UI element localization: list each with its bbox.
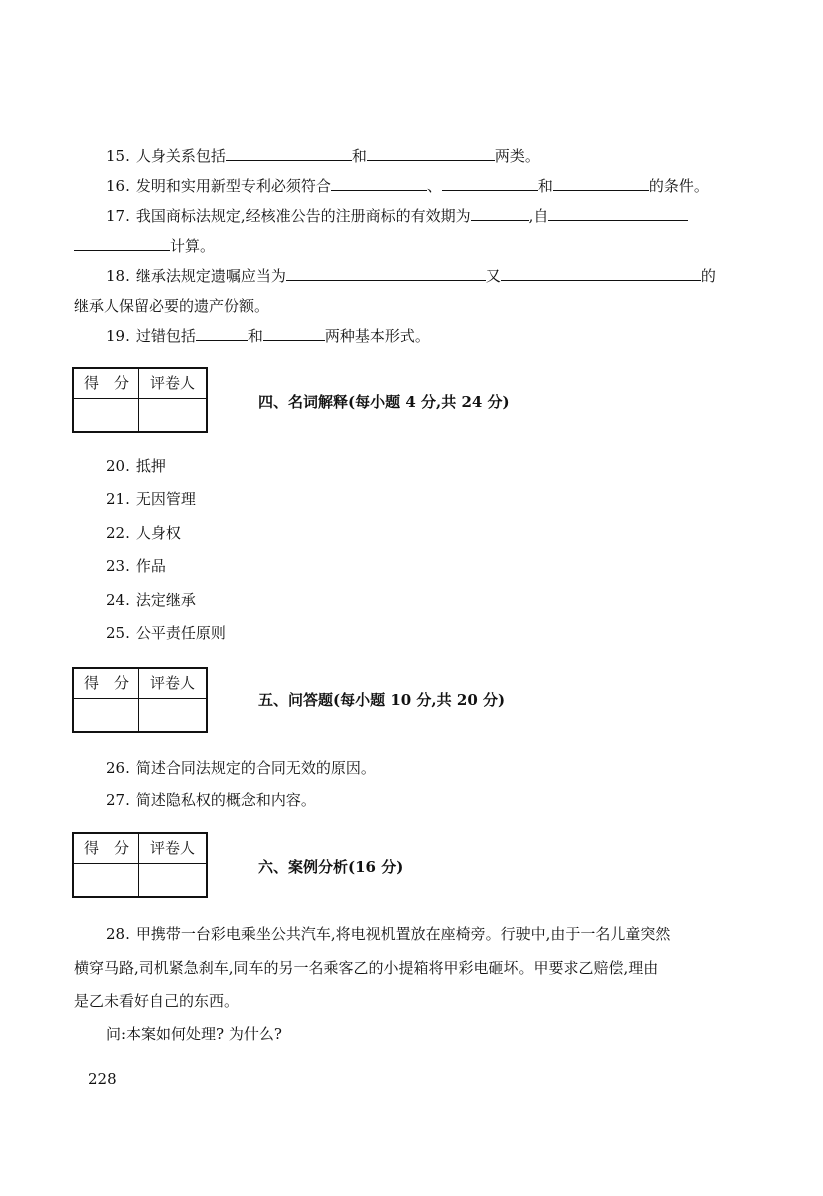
question-number: 26. — [106, 759, 130, 777]
term-text: 无因管理 — [135, 490, 196, 508]
case-text: 甲携带一台彩电乘坐公共汽车,将电视机置放在座椅旁。行驶中,由于一名儿童突然 — [135, 925, 671, 943]
score-box — [72, 667, 208, 733]
reviewer-label: 评卷人 — [150, 674, 196, 692]
answer-blank[interactable] — [226, 146, 352, 161]
question-number: 22. — [106, 524, 130, 542]
question-18-continued — [74, 296, 269, 316]
section-title — [258, 857, 403, 877]
list-item — [106, 523, 181, 543]
case-text: 横穿马路,司机紧急刹车,同车的另一名乘客乙的小提箱将甲彩电砸坏。甲要求乙赔偿,理由 — [74, 959, 659, 977]
question-text: 发明和实用新型专利必须符合 — [135, 177, 331, 195]
section-note: (16 分) — [348, 858, 404, 876]
answer-blank[interactable] — [548, 206, 688, 221]
case-text: 是乙未看好自己的东西。 — [74, 992, 240, 1010]
question-text: 、 — [426, 177, 442, 195]
score-label: 得 分 — [84, 839, 130, 857]
question-15 — [106, 146, 540, 166]
term-text: 抵押 — [135, 457, 166, 475]
list-item — [106, 758, 376, 778]
answer-blank[interactable] — [331, 176, 427, 191]
section-note: (每小题 10 分,共 20 分) — [333, 691, 506, 709]
question-text: 继承人保留必要的遗产份额。 — [74, 297, 270, 315]
question-text: 和 — [537, 177, 553, 195]
score-label: 得 分 — [84, 674, 130, 692]
question-text: 两类。 — [494, 147, 540, 165]
page-number: 228 — [88, 1070, 117, 1088]
question-19 — [106, 326, 430, 346]
reviewer-label: 评卷人 — [150, 839, 196, 857]
term-text: 人身权 — [135, 524, 181, 542]
section-heading: 四、名词解释 — [258, 393, 349, 411]
question-text: 两种基本形式。 — [324, 327, 430, 345]
question-text: 人身关系包括 — [135, 147, 226, 165]
question-number: 17. — [106, 207, 130, 225]
answer-blank[interactable] — [471, 206, 529, 221]
term-text: 公平责任原则 — [135, 624, 226, 642]
question-text: 继承法规定遗嘱应当为 — [135, 267, 286, 285]
term-text: 法定继承 — [135, 591, 196, 609]
question-text: 简述合同法规定的合同无效的原因。 — [135, 759, 376, 777]
question-text: 和 — [351, 147, 367, 165]
question-18 — [106, 266, 716, 286]
answer-blank[interactable] — [442, 176, 538, 191]
question-number: 24. — [106, 591, 130, 609]
answer-blank[interactable] — [501, 266, 701, 281]
list-item — [106, 590, 196, 610]
answer-blank[interactable] — [286, 266, 486, 281]
section-heading: 五、问答题 — [258, 691, 334, 709]
list-item — [106, 623, 226, 643]
question-text: ,自 — [528, 207, 549, 225]
answer-blank[interactable] — [196, 326, 248, 341]
list-item — [106, 489, 196, 509]
list-item — [106, 790, 316, 810]
question-number: 21. — [106, 490, 130, 508]
question-17 — [106, 206, 688, 226]
case-line — [74, 991, 239, 1011]
section-title — [258, 690, 505, 710]
question-number: 16. — [106, 177, 130, 195]
question-16 — [106, 176, 709, 196]
section-heading: 六、案例分析 — [258, 858, 349, 876]
question-number: 27. — [106, 791, 130, 809]
answer-blank[interactable] — [367, 146, 495, 161]
question-number: 15. — [106, 147, 130, 165]
score-box — [72, 367, 208, 433]
case-line — [106, 924, 670, 944]
question-text: 简述隐私权的概念和内容。 — [135, 791, 316, 809]
question-text: 过错包括 — [135, 327, 196, 345]
list-item — [106, 556, 166, 576]
list-item — [106, 456, 166, 476]
case-line — [74, 958, 658, 978]
reviewer-label: 评卷人 — [150, 374, 196, 392]
question-text: 我国商标法规定,经核准公告的注册商标的有效期为 — [135, 207, 471, 225]
answer-blank[interactable] — [553, 176, 649, 191]
question-text: 的条件。 — [648, 177, 709, 195]
question-number: 28. — [106, 925, 130, 943]
score-box — [72, 832, 208, 898]
question-text: 和 — [247, 327, 263, 345]
term-text: 作品 — [135, 557, 166, 575]
question-number: 19. — [106, 327, 130, 345]
section-note: (每小题 4 分,共 24 分) — [348, 393, 510, 411]
question-number: 23. — [106, 557, 130, 575]
question-number: 18. — [106, 267, 130, 285]
question-number: 25. — [106, 624, 130, 642]
case-question-text: 问:本案如何处理? 为什么? — [106, 1025, 282, 1043]
question-number: 20. — [106, 457, 130, 475]
case-question — [106, 1024, 282, 1044]
question-text: 计算。 — [170, 237, 216, 255]
question-text: 又 — [485, 267, 501, 285]
section-title — [258, 392, 510, 412]
question-text: 的 — [700, 267, 716, 285]
answer-blank[interactable] — [263, 326, 325, 341]
answer-blank[interactable] — [74, 236, 170, 251]
question-17-continued — [74, 236, 215, 256]
score-label: 得 分 — [84, 374, 130, 392]
